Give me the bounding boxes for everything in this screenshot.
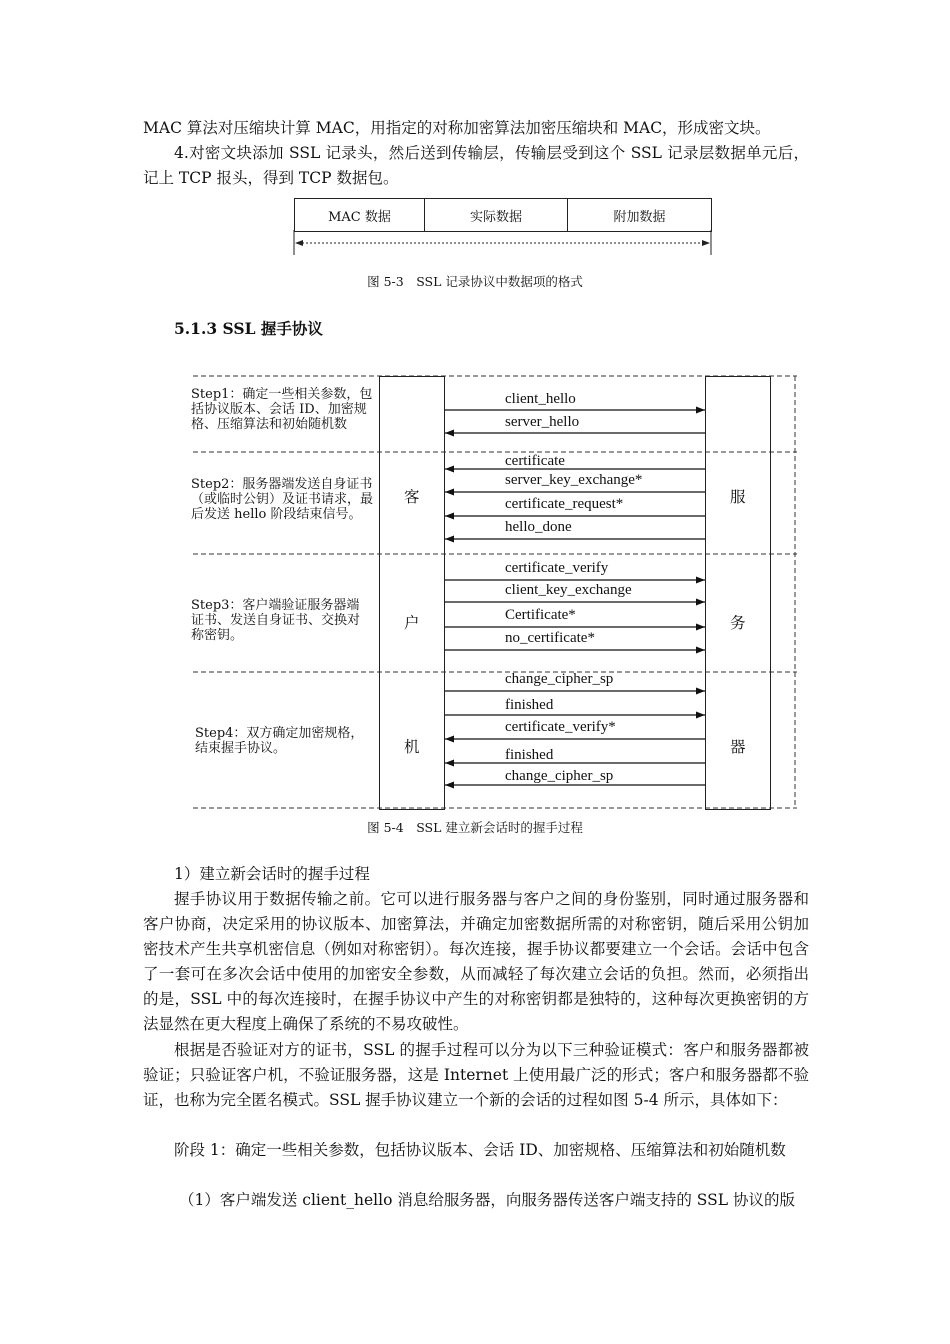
record-cell-extra: 附加数据 (567, 198, 712, 232)
arrow-to-client (445, 513, 705, 520)
paragraph-handshake-purpose: 握手协议用于数据传输之前。它可以进行服务器与客户之间的身份鉴别，同时通过服务器和客户协商，决定采用的协议版本、加密算法，并确定加密数据所需的对称密钥，随后采用公钥加密技术产生共享机密信息（例如对称密钥）。每次连接，握手协议都要建立一个会话。会话中包含了一套可在多次会话中使用的加密安全参数，从而减轻了每次建立会话的负担。然而，必须指出的是，SSL 中的每次连接时，在握手协议中产生的对称密钥都是独特的，这种每次更换密钥的方法显然在更大程度上确保了系统的不易攻破性。 (143, 890, 809, 1033)
message-label: finished (505, 697, 554, 713)
figure-caption-5-4: 图 5-4 SSL 建立新会话时的握手过程 (367, 820, 583, 835)
figure-caption-5-3: 图 5-3 SSL 记录协议中数据项的格式 (367, 274, 583, 289)
server-label-char-2: 务 (730, 614, 746, 632)
arrow-to-server (445, 688, 705, 695)
message-label: finished (505, 747, 554, 763)
step4-text: Step4：双方确定加密规格，结束握手协议。 (195, 726, 364, 756)
server-label-char-1: 服 (730, 488, 746, 506)
paragraph-record-header: 4.对密文块添加 SSL 记录头，然后送到传输层，传输层受到这个 SSL 记录层数据单元后，记上 TCP 报头，得到 TCP 数据包。 (143, 144, 809, 187)
message-label: certificate_verify* (505, 719, 616, 735)
message-label: Certificate* (505, 607, 576, 623)
arrow-to-server (445, 599, 705, 606)
subheading-new-session: 1）建立新会话时的握手过程 (174, 865, 370, 883)
paragraph-mac: MAC 算法对压缩块计算 MAC，用指定的对称加密算法加密压缩块和 MAC，形成密文块。 (143, 119, 771, 137)
message-label: client_hello (505, 391, 576, 407)
message-label: certificate_verify (505, 560, 609, 576)
handshake-diagram (175, 370, 800, 815)
message-label: no_certificate* (505, 630, 595, 646)
paragraph-client-hello: （1）客户端发送 client_hello 消息给服务器，向服务器传送客户端支持的 SSL 协议的版 (179, 1191, 795, 1209)
record-cell-mac: MAC 数据 (294, 198, 425, 232)
arrow-to-server (445, 647, 705, 654)
server-label-char-3: 器 (730, 738, 746, 756)
message-label: certificate (505, 453, 565, 469)
record-span-arrow (0, 230, 950, 260)
arrow-to-client (445, 536, 705, 543)
message-label: hello_done (505, 519, 572, 535)
arrow-to-client (445, 489, 705, 496)
client-label-char-1: 客 (404, 488, 420, 506)
step2-text: Step2：服务器端发送自身证书（或临时公钥）及证书请求，最后发送 hello 阶段结束信号。 (191, 477, 374, 522)
step3-text: Step3：客户端验证服务器端证书、发送自身证书、交换对称密钥。 (191, 598, 361, 643)
message-label: client_key_exchange (505, 582, 632, 598)
arrow-to-client (445, 760, 705, 767)
message-label: certificate_request* (505, 496, 624, 512)
message-label: server_key_exchange* (505, 472, 643, 488)
message-label: change_cipher_sp (505, 671, 614, 687)
paragraph-stage-1: 阶段 1：确定一些相关参数，包括协议版本、会话 ID、加密规格、压缩算法和初始随机数 (174, 1141, 786, 1159)
message-label: change_cipher_sp (505, 768, 614, 784)
paragraph-verification-modes: 根据是否验证对方的证书，SSL 的握手过程可以分为以下三种验证模式：客户和服务器都被验证；只验证客户机，不验证服务器，这是 Internet 上使用最广泛的形式；客户和服务器都不验证，也称为完全匿名模式。SSL 握手协议建立一个新的会话的过程如图 5-4 所示，具体如下： (143, 1041, 809, 1109)
arrow-to-client (445, 736, 705, 743)
client-label-char-2: 户 (404, 614, 420, 632)
client-label-char-3: 机 (404, 738, 420, 756)
section-heading: 5.1.3 SSL 握手协议 (174, 319, 323, 338)
message-label: server_hello (505, 414, 580, 430)
record-cell-actual: 实际数据 (424, 198, 568, 232)
arrow-to-server (445, 712, 705, 719)
step1-text: Step1：确定一些相关参数，包括协议版本、会话 ID、加密规格、压缩算法和初始随机数 (191, 387, 373, 432)
